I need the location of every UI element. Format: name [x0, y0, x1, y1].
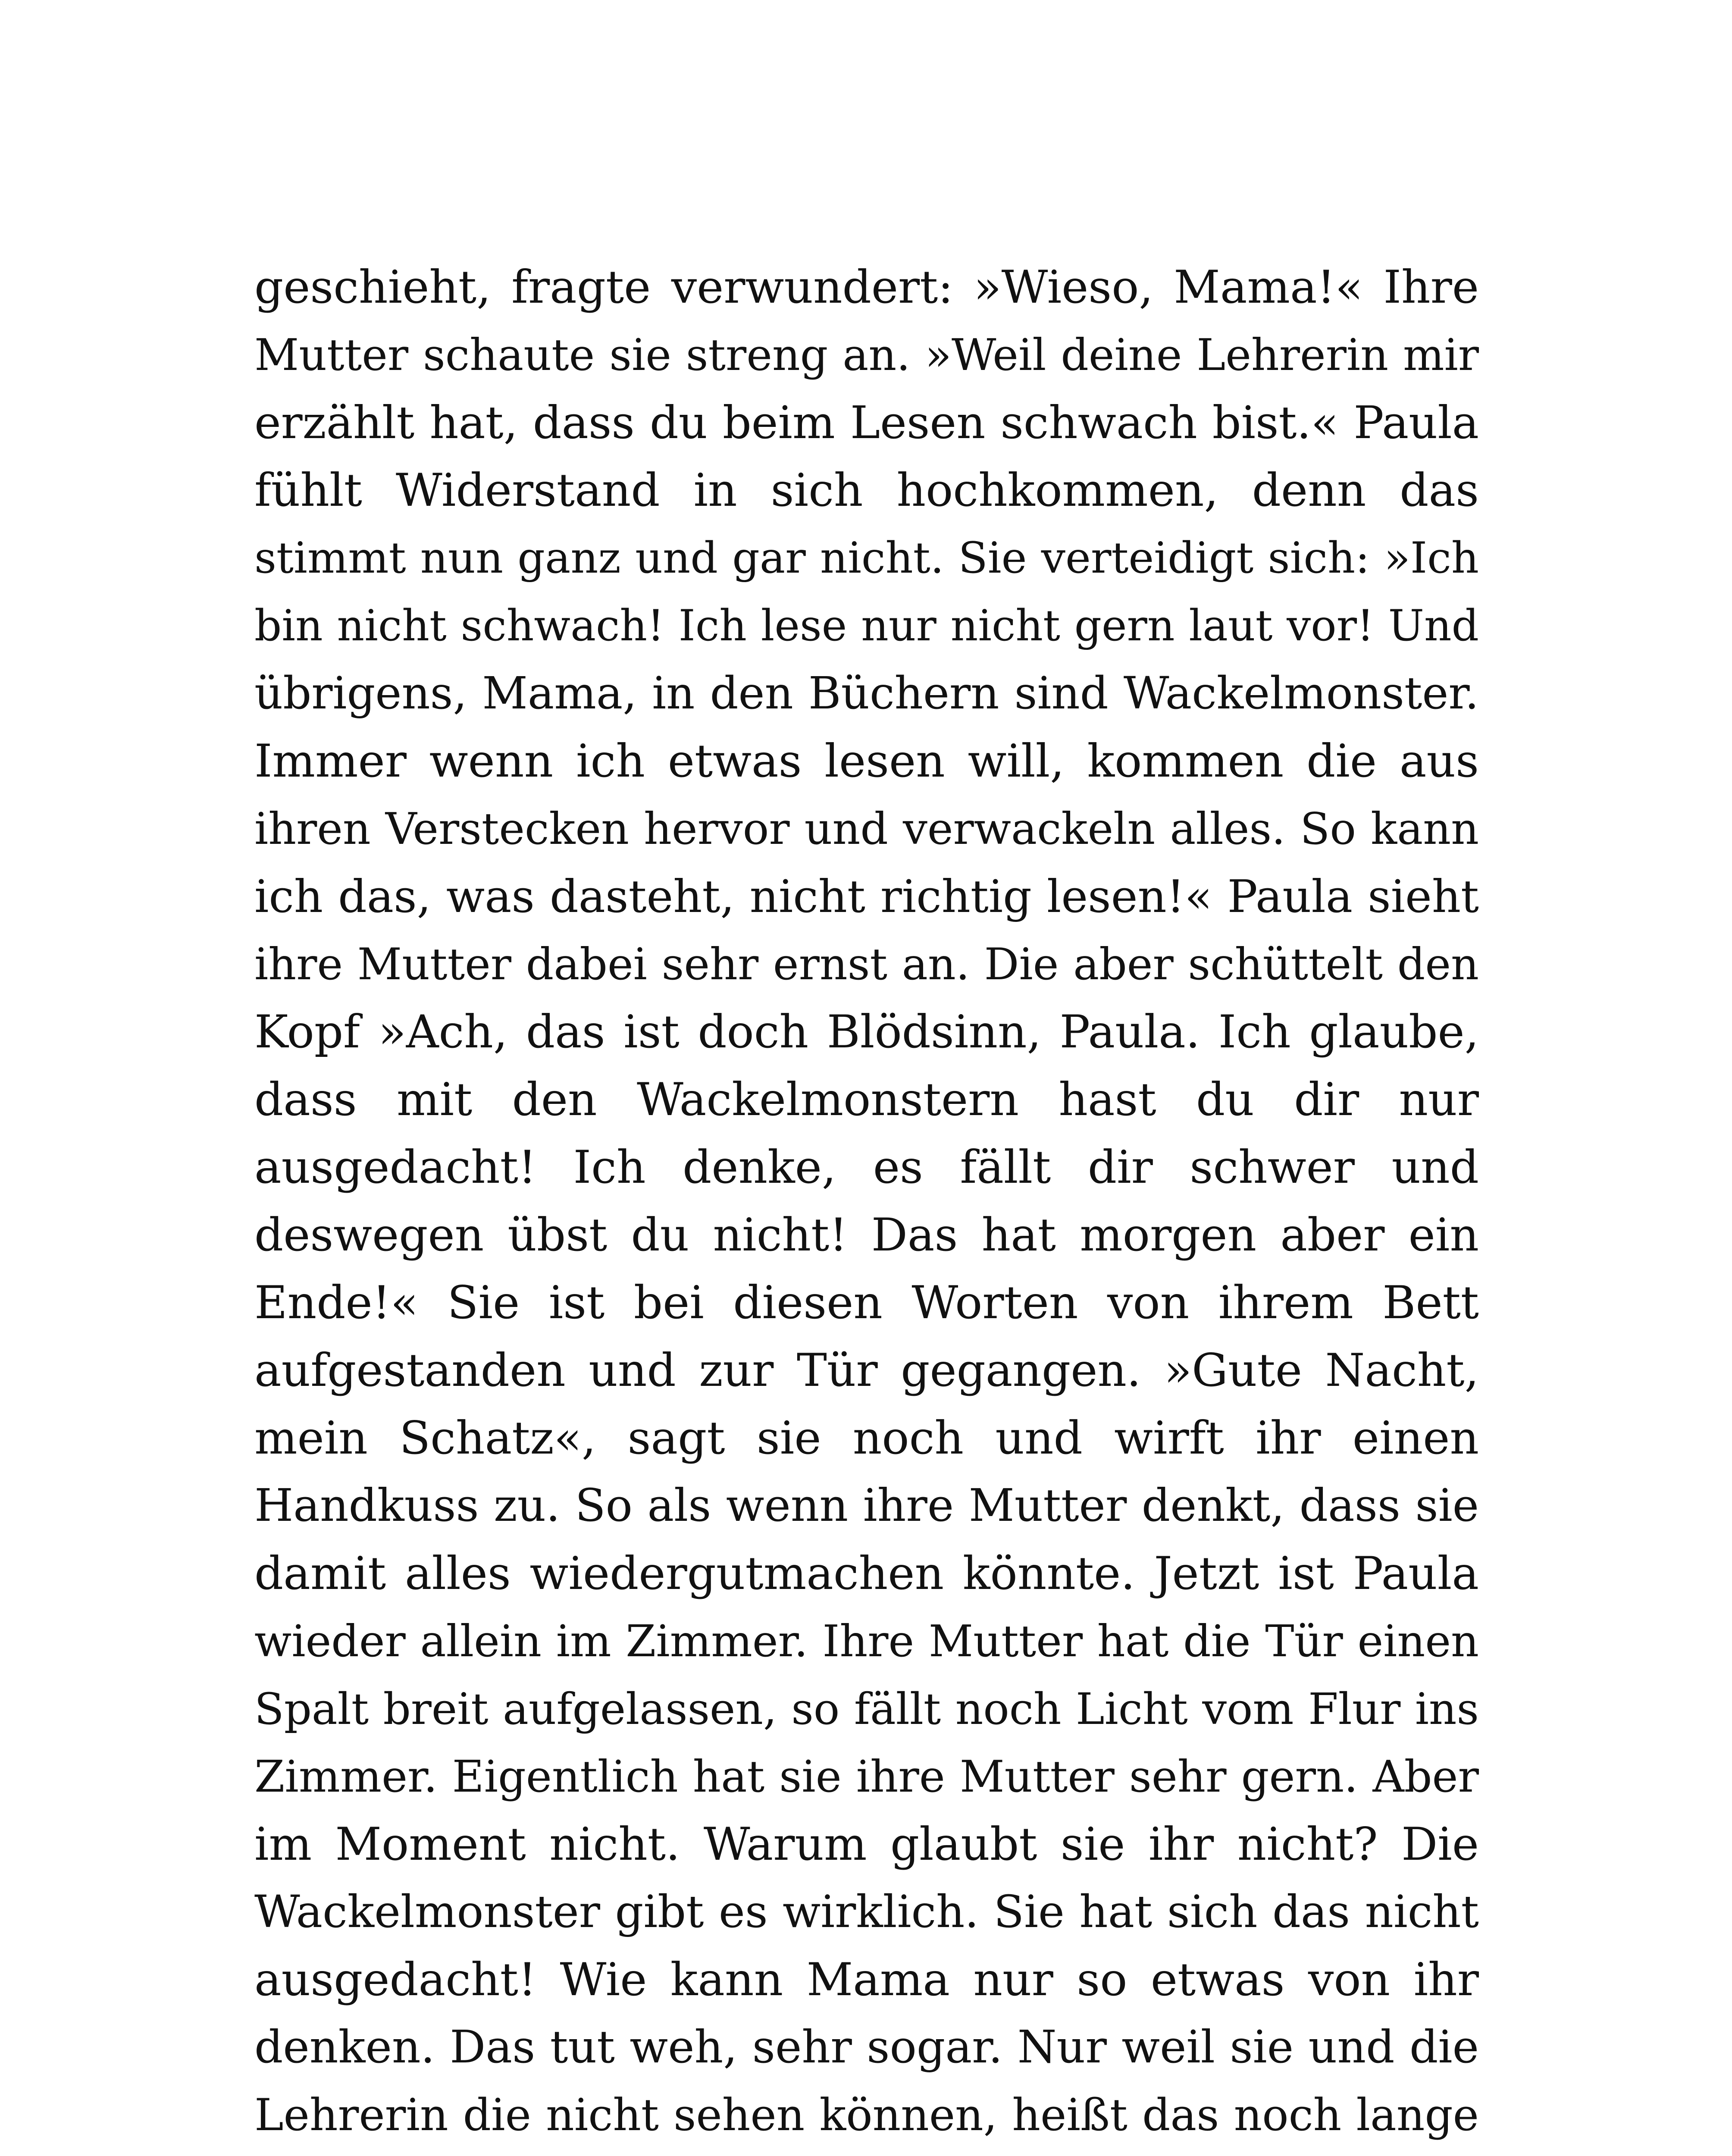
text-line: ihre Mutter dabei sehr ernst an. Die aber schüttelt den — [254, 939, 1479, 990]
text-line: stimmt nun ganz und gar nicht. Sie verteidigt sich: »Ich — [254, 533, 1479, 583]
text-line: wieder allein im Zimmer. Ihre Mutter hat die Tür einen — [254, 1616, 1479, 1667]
text-line: Lehrerin die nicht sehen können, heißt das noch lange — [254, 2090, 1479, 2141]
text-line: bin nicht schwach! Ich lese nur nicht gern laut vor! Und — [254, 601, 1479, 651]
text-line: Kopf »Ach, das ist doch Blödsinn, Paula. Ich glaube, — [254, 1006, 1479, 1058]
text-line: dass mit den Wackelmonstern hast du dir nur — [254, 1073, 1479, 1126]
text-line: Immer wenn ich etwas lesen will, kommen die aus — [254, 735, 1479, 787]
text-line: Ende!« Sie ist bei diesen Worten von ihrem Bett — [254, 1276, 1479, 1329]
text-line: ausgedacht! Ich denke, es fällt dir schwer und — [254, 1141, 1479, 1194]
text-line: Wackelmonster gibt es wirklich. Sie hat sich das nicht — [254, 1886, 1479, 1938]
text-line: denken. Das tut weh, sehr sogar. Nur weil sie und die — [254, 2021, 1479, 2073]
text-line: fühlt Widerstand in sich hochkommen, denn das — [254, 464, 1479, 517]
text-line: Mutter schaute sie streng an. »Weil deine Lehrerin mir — [254, 329, 1479, 380]
body-text — [254, 254, 1479, 2149]
text-line: deswegen übst du nicht! Das hat morgen aber ein — [254, 1209, 1479, 1261]
text-line: ihren Verstecken hervor und verwackeln alles. So kann — [254, 803, 1479, 854]
text-line: übrigens, Mama, in den Büchern sind Wackelmonster. — [254, 667, 1479, 719]
text-line: Zimmer. Eigentlich hat sie ihre Mutter sehr gern. Aber — [254, 1751, 1479, 1802]
text-line: erzählt hat, dass du beim Lesen schwach bist.« Paula — [254, 396, 1479, 449]
text-line: ich das, was dasteht, nicht richtig lesen!« Paula sieht — [254, 870, 1479, 923]
text-line: mein Schatz«, sagt sie noch und wirft ihr einen — [254, 1412, 1479, 1464]
text-line: im Moment nicht. Warum glaubt sie ihr nicht? Die — [254, 1818, 1479, 1871]
text-line: damit alles wiedergutmachen könnte. Jetzt ist Paula — [254, 1547, 1479, 1600]
text-line: aufgestanden und zur Tür gegangen. »Gute Nacht, — [254, 1344, 1479, 1397]
text-line: Spalt breit aufgelassen, so fällt noch Licht vom Flur ins — [254, 1684, 1479, 1734]
text-line: Handkuss zu. So als wenn ihre Mutter denkt, dass sie — [254, 1480, 1479, 1532]
text-line: ausgedacht! Wie kann Mama nur so etwas von ihr — [254, 1953, 1479, 2006]
text-line: geschieht, fragte verwundert: »Wieso, Mama!« Ihre — [254, 261, 1479, 313]
